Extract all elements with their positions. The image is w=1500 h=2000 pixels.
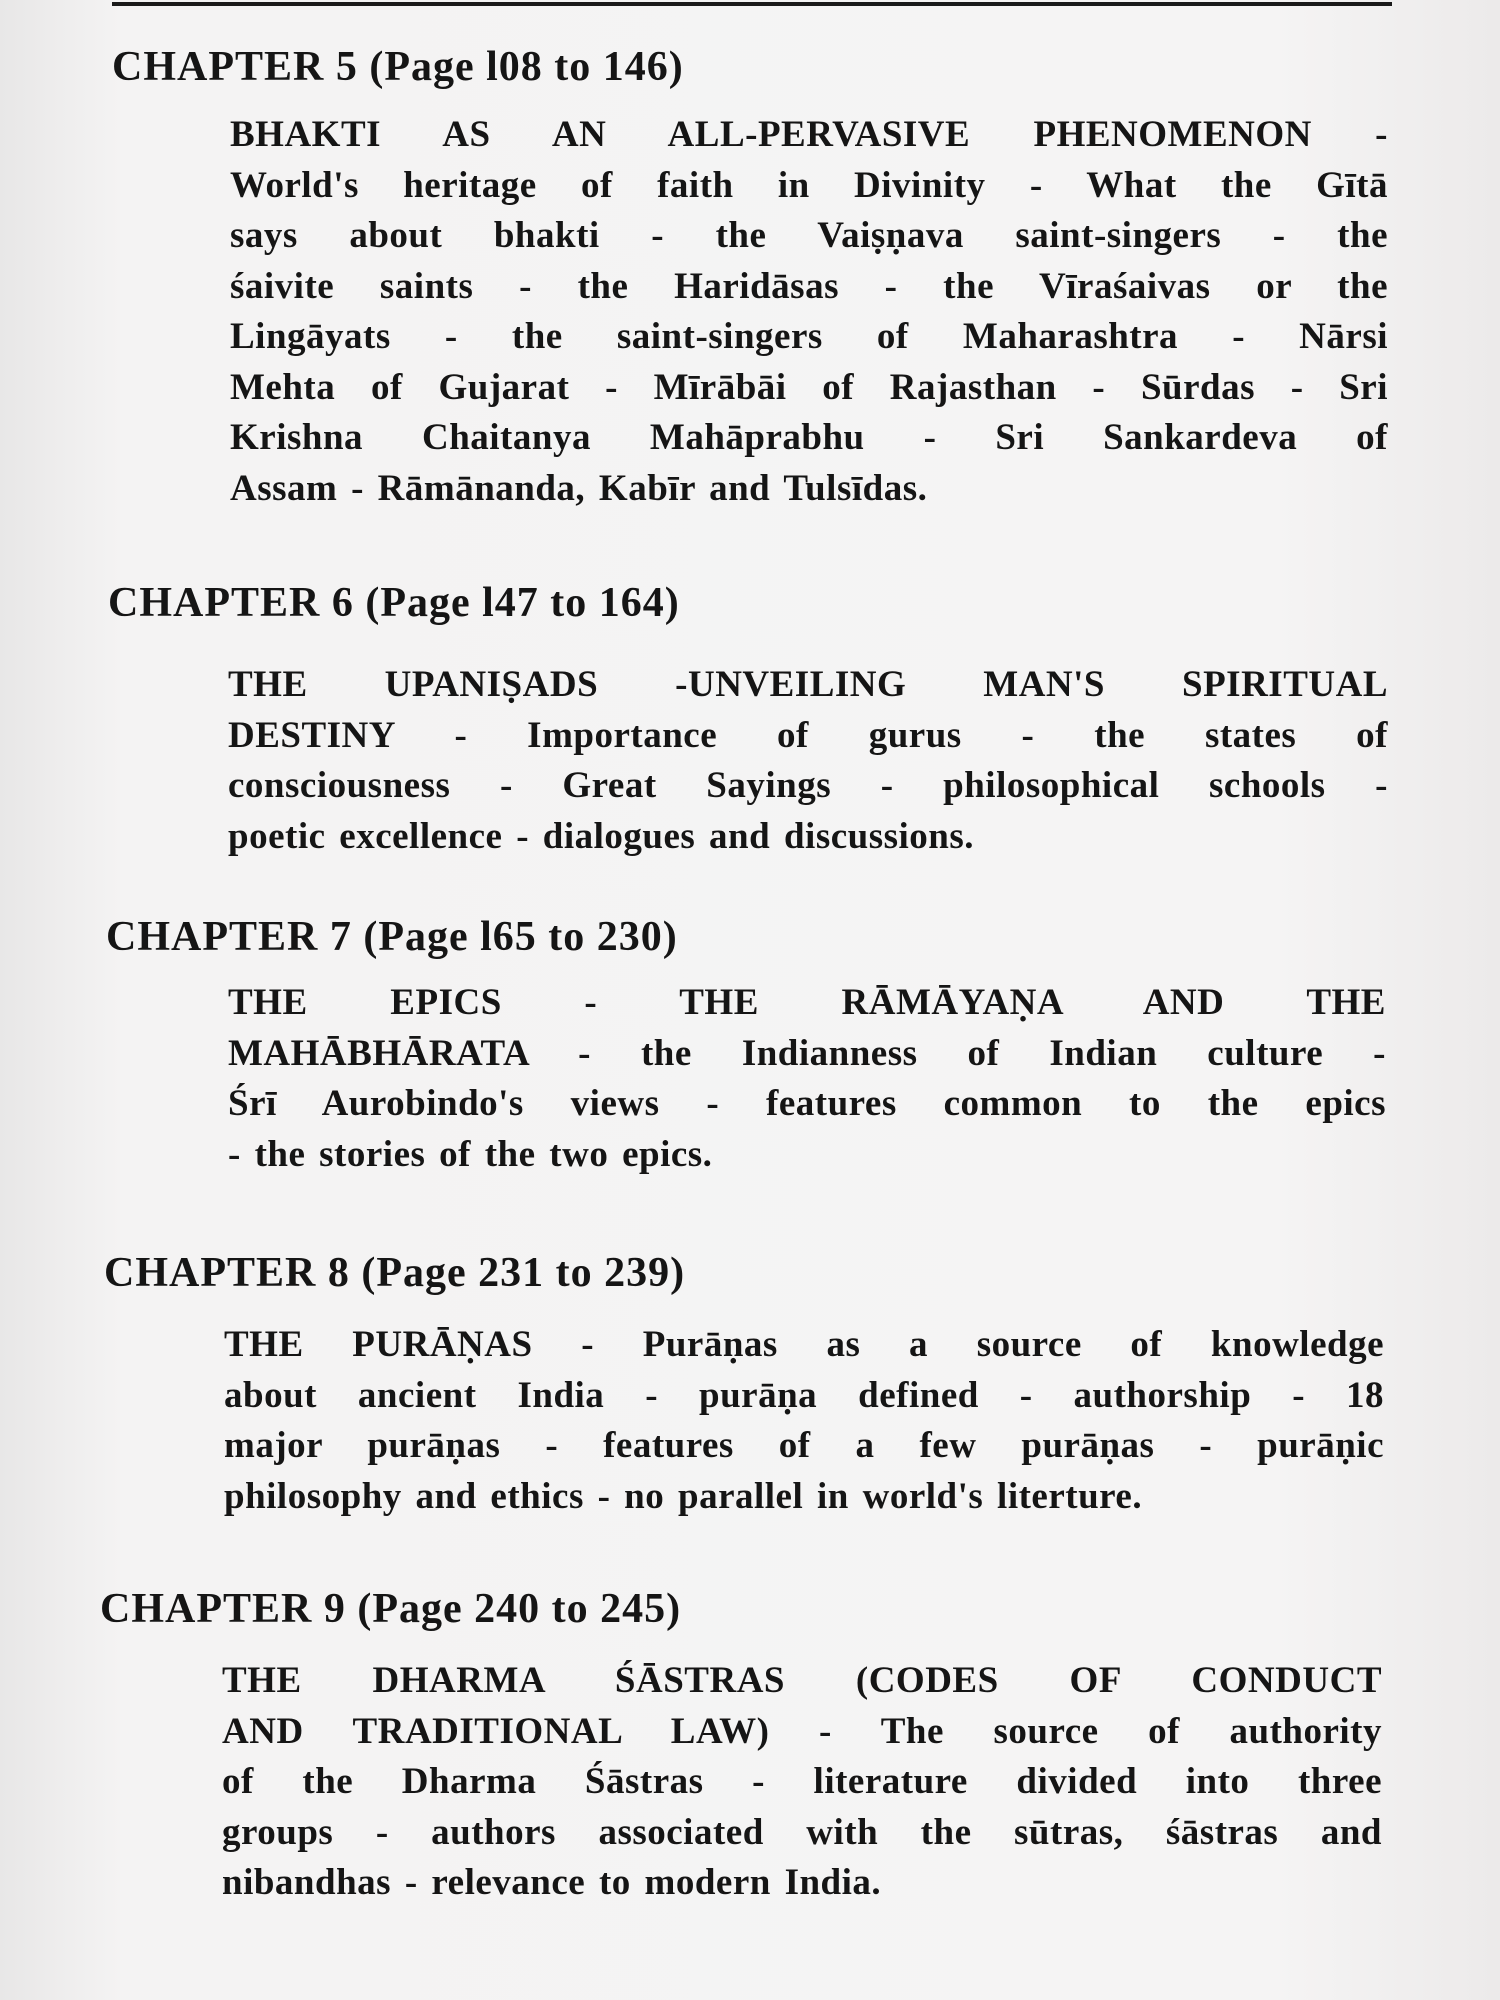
summary-line: THE PURĀṆAS - Purāṇas as a source of knowledge (224, 1324, 1384, 1365)
chapter-summary (222, 1656, 1382, 1909)
summary-line: Assam - Rāmānanda, Kabīr and Tulsīdas. (230, 467, 928, 509)
summary-line: major purāṇas - features of a few purāṇas - purāṇic (224, 1425, 1384, 1466)
summary-line: BHAKTI AS AN ALL-PERVASIVE PHENOMENON - (230, 114, 1388, 155)
summary-line: World's heritage of faith in Divinity - What the Gītā (230, 164, 1388, 206)
summary-line: Mehta of Gujarat - Mīrābāi of Rajasthan - Sūrdas - Sri (230, 366, 1388, 408)
chapter-summary (224, 1320, 1384, 1522)
summary-line: groups - authors associated with the sūtras, śāstras and (222, 1811, 1382, 1853)
summary-line: AND TRADITIONAL LAW) - The source of authority (222, 1710, 1382, 1752)
summary-line: of the Dharma Śāstras - literature divided into three (222, 1761, 1382, 1802)
summary-line: philosophy and ethics - no parallel in world's literture. (224, 1475, 1143, 1517)
chapter-heading: CHAPTER 9 (Page 240 to 245) (100, 1586, 682, 1632)
chapter-heading: CHAPTER 6 (Page l47 to 164) (108, 580, 680, 626)
chapter-summary (228, 660, 1388, 862)
chapter-8 (104, 1248, 1392, 1522)
chapter-summary (230, 110, 1388, 514)
summary-line: says about bhakti - the Vaiṣṇava saint-singers - the (230, 215, 1388, 256)
summary-line: Lingāyats - the saint-singers of Maharashtra - Nārsi (230, 316, 1388, 357)
chapter-6 (108, 578, 1392, 862)
chapter-summary (228, 978, 1386, 1180)
summary-line: Krishna Chaitanya Mahāprabhu - Sri Sankardeva of (230, 417, 1388, 458)
summary-line: - the stories of the two epics. (228, 1133, 713, 1175)
summary-line: THE UPANIṢADS -UNVEILING MAN'S SPIRITUAL (228, 664, 1388, 705)
summary-line: Śrī Aurobindo's views - features common to the epics (228, 1083, 1386, 1124)
summary-line: nibandhas - relevance to modern India. (222, 1862, 882, 1903)
summary-line: THE EPICS - THE RĀMĀYAṆA AND THE (228, 982, 1386, 1023)
summary-line: DESTINY - Importance of gurus - the states of (228, 714, 1388, 756)
chapter-heading: CHAPTER 8 (Page 231 to 239) (104, 1250, 686, 1296)
top-rule (112, 2, 1392, 6)
summary-line: about ancient India - purāṇa defined - authorship - 18 (224, 1374, 1384, 1416)
summary-line: śaivite saints - the Haridāsas - the Vīraśaivas or the (230, 265, 1388, 307)
summary-line: THE DHARMA ŚĀSTRAS (CODES OF CONDUCT (222, 1660, 1382, 1701)
chapter-9 (100, 1584, 1392, 1909)
summary-line: consciousness - Great Sayings - philosophical schools - (228, 765, 1388, 806)
chapter-7 (106, 912, 1392, 1180)
chapter-heading: CHAPTER 7 (Page l65 to 230) (106, 914, 678, 960)
chapter-5 (112, 42, 1392, 514)
summary-line: MAHĀBHĀRATA - the Indianness of Indian culture - (228, 1032, 1386, 1074)
summary-line: poetic excellence - dialogues and discussions. (228, 815, 975, 857)
chapter-heading: CHAPTER 5 (Page l08 to 146) (112, 44, 684, 90)
